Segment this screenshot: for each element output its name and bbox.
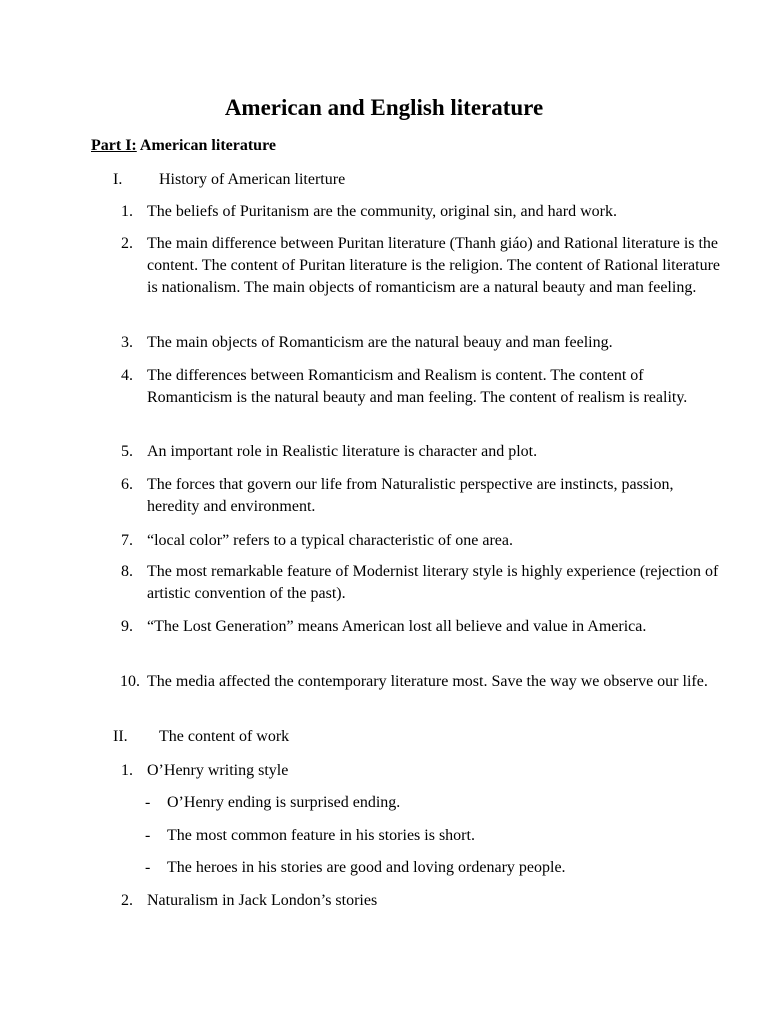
list-item-number: 2. xyxy=(121,235,133,252)
list-item-text: The differences between Romanticism and Realism is content. The content of Romanticism is the natural beauty and man feeling. The content of realism is reality. xyxy=(147,367,688,406)
section-title: The content of work xyxy=(159,728,290,745)
list-item-text: The forces that govern our life from Naturalistic perspective are instincts, passion, heredity and environment. xyxy=(147,476,674,515)
list-item xyxy=(121,616,721,638)
list-item xyxy=(121,890,721,912)
bullet-text: The heroes in his stories are good and loving ordenary people. xyxy=(167,859,566,876)
section-number: I. xyxy=(113,171,123,188)
list-item xyxy=(121,561,721,605)
list-item-text: The media affected the contemporary literature most. Save the way we observe our life. xyxy=(147,673,708,690)
list-item xyxy=(121,233,721,299)
list-item xyxy=(121,332,721,354)
bullet-dash: - xyxy=(145,827,151,844)
list-item-text: The most remarkable feature of Modernist literary style is highly experience (rejection of artistic convention of the past). xyxy=(147,563,719,602)
list-item-number: 5. xyxy=(121,443,133,460)
list-item xyxy=(121,201,721,223)
part-heading xyxy=(91,136,276,156)
bullet-text: The most common feature in his stories is short. xyxy=(167,827,475,844)
bullet-text: O’Henry ending is surprised ending. xyxy=(167,794,401,811)
list-item xyxy=(121,530,721,552)
list-item-text: The main objects of Romanticism are the natural beauy and man feeling. xyxy=(147,334,613,351)
list-item-number: 6. xyxy=(121,476,133,493)
list-item-number: 1. xyxy=(121,203,133,220)
list-item-number: 9. xyxy=(121,618,133,635)
list-item-number: 7. xyxy=(121,532,133,549)
list-item xyxy=(121,474,721,518)
list-item xyxy=(121,760,721,782)
list-item xyxy=(120,671,720,693)
list-item-number: 8. xyxy=(121,563,133,580)
list-item-text: The main difference between Puritan literature (Thanh giáo) and Rational literature is the content. The content of Puritan literature is the religion. The content of Rational literature is nationalism. The main objects of romanticism are a natural beauty and man feeling. xyxy=(147,235,721,296)
list-item-text: An important role in Realistic literature is character and plot. xyxy=(147,443,538,460)
list-item xyxy=(121,365,721,409)
part-text: American literature xyxy=(139,137,276,154)
list-item-number: 10. xyxy=(120,673,140,690)
list-item-number: 2. xyxy=(121,892,133,909)
list-item-text: O’Henry writing style xyxy=(147,762,289,779)
bullet-dash: - xyxy=(145,859,151,876)
part-label: Part I: xyxy=(91,137,137,154)
list-item xyxy=(121,441,721,463)
section-number: II. xyxy=(113,728,128,745)
section-title: History of American literture xyxy=(159,171,346,188)
document-title: American and English literature xyxy=(224,95,544,120)
bullet-dash: - xyxy=(145,794,151,811)
list-item-text: “The Lost Generation” means American lost all believe and value in America. xyxy=(147,618,647,635)
list-item-text: The beliefs of Puritanism are the community, original sin, and hard work. xyxy=(147,203,617,220)
list-item-number: 3. xyxy=(121,334,133,351)
list-item-number: 1. xyxy=(121,762,133,779)
list-item-text: Naturalism in Jack London’s stories xyxy=(147,892,378,909)
list-item-number: 4. xyxy=(121,367,133,384)
list-item-text: “local color” refers to a typical characteristic of one area. xyxy=(147,532,514,549)
